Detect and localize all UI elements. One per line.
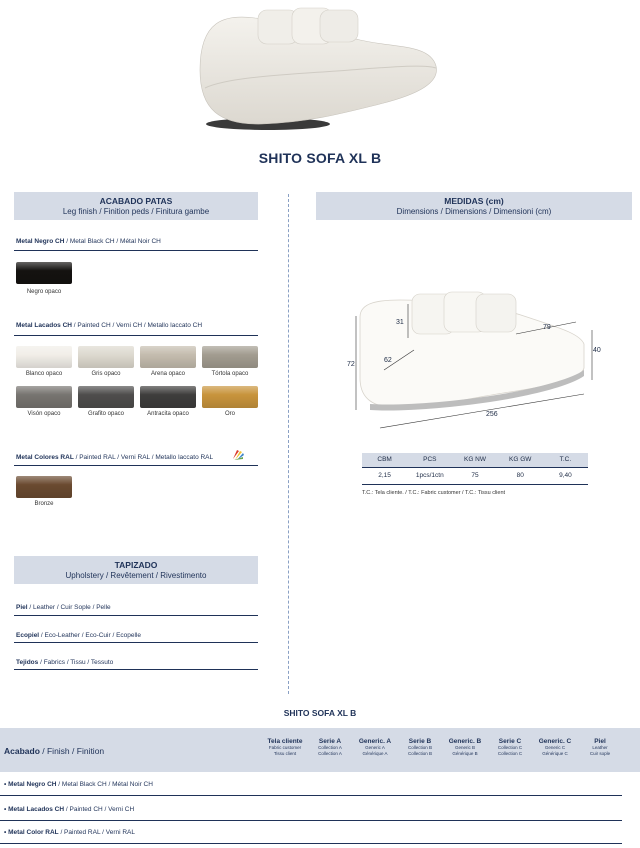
table-cell: 2,15 [378, 472, 391, 479]
swatch-negro-opaco[interactable] [16, 262, 72, 284]
table-cell: 9,40 [559, 472, 572, 479]
table-header-cell: T.C. [559, 456, 572, 463]
price-row: • Metal Negro CH / Metal Black CH / Métal Noir CH [4, 781, 153, 788]
swatch-tortola-opaco[interactable] [202, 346, 258, 368]
product-title: SHITO SOFA XL B [258, 150, 382, 166]
table-header-cell: KG NW [463, 456, 487, 463]
dim-72: 72 [347, 361, 355, 368]
swatch-label: Antracita opaco [147, 411, 189, 417]
swatch-blanco-opaco[interactable] [16, 346, 72, 368]
divider [14, 465, 258, 466]
upholstery-subtitle: Upholstery / Revêtement / Rivestimento [65, 571, 207, 580]
logistics-table [362, 453, 588, 485]
divider [14, 642, 258, 643]
dim-40: 40 [593, 347, 601, 354]
upholstery-header [14, 556, 258, 584]
price-col-serie-a: Serie A Collection A Collection A [318, 738, 342, 756]
price-col-generic-a: Generic. A Generic A Générique A [358, 738, 392, 756]
table-header-cell: CBM [377, 456, 392, 463]
swatch-grafito-opaco[interactable] [78, 386, 134, 408]
table-header-cell: KG GW [509, 456, 532, 463]
table-note: T.C.: Tela cliente. / T.C.: Fabric customer / T.C.: Tissu client [362, 490, 506, 496]
swatch-arena-opaco[interactable] [140, 346, 196, 368]
dim-79: 79 [543, 324, 551, 331]
ral-palette-icon [231, 448, 245, 462]
dimension-drawing [340, 282, 610, 432]
upholstery-item-ecopiel: Ecopiel / Eco-Leather / Eco-Cuir / Ecopelle [16, 632, 142, 639]
divider [0, 843, 622, 844]
price-col-generic-c: Generic. C Generic C Générique C [538, 738, 572, 756]
divider [14, 615, 258, 616]
divider [0, 795, 622, 796]
upholstery-title: TAPIZADO [114, 560, 158, 570]
price-col-piel: Piel Leather Cuir sople [589, 738, 611, 756]
swatch-vison-opaco[interactable] [16, 386, 72, 408]
sofa-illustration [0, 0, 640, 140]
swatch-label: Tórtola opaco [211, 371, 249, 377]
table-row [362, 468, 588, 485]
divider [14, 250, 258, 251]
swatch-label: Oro [224, 411, 235, 417]
measures-title: MEDIDAS (cm) [444, 196, 504, 206]
swatch-antracita-opaco[interactable] [140, 386, 196, 408]
upholstery-item-tejidos: Tejidos / Fabrics / Tissu / Tessuto [16, 659, 114, 666]
swatch-label: Gris opaco [91, 371, 121, 377]
leg-finish-subtitle: Leg finish / Finition peds / Finitura gambe [62, 207, 210, 216]
dim-62: 62 [384, 357, 392, 364]
measures-subtitle: Dimensions / Dimensions / Dimensioni (cm) [396, 207, 552, 216]
table-header-row [362, 453, 588, 468]
measures-header [316, 192, 632, 220]
upholstery-item-piel: Piel / Leather / Cuir Sople / Pelle [16, 604, 111, 611]
price-col-serie-c: Serie C Collection C Collection C [497, 738, 523, 756]
divider [14, 669, 258, 670]
dim-31: 31 [396, 319, 404, 326]
price-row: • Metal Color RAL / Painted RAL / Verni RAL [4, 829, 135, 836]
swatch-oro[interactable] [202, 386, 258, 408]
dim-256: 256 [486, 411, 498, 418]
price-col-serie-b: Serie B Collection B Collection B [407, 738, 432, 756]
price-col-generic-b: Generic. B Generic B Générique B [448, 738, 482, 756]
group-metal-negro: Metal Negro CH / Metal Black CH / Métal Noir CH [16, 238, 161, 245]
table-header-cell: PCS [423, 456, 437, 463]
price-table-title: SHITO SOFA XL B [283, 708, 357, 718]
swatch-label: Visón opaco [27, 411, 61, 417]
swatch-label: Negro opaco [26, 289, 62, 295]
divider [0, 820, 622, 821]
hero-image [0, 0, 640, 140]
price-table-label: Acabado / Finish / Finition [4, 746, 105, 756]
price-row: • Metal Lacados CH / Painted CH / Verni CH [4, 806, 135, 813]
swatch-gris-opaco[interactable] [78, 346, 134, 368]
swatch-label: Arena opaco [150, 371, 186, 377]
group-metal-lacados: Metal Lacados CH / Painted CH / Verni CH / Metallo laccato CH [16, 322, 203, 329]
leg-finish-title: ACABADO PATAS [99, 196, 173, 206]
table-cell: 80 [516, 472, 524, 479]
leg-finish-header [14, 192, 258, 220]
group-metal-colores-ral: Metal Colores RAL / Painted RAL / Verni RAL / Metallo laccato RAL [16, 454, 214, 461]
price-col-tela-cliente: Tela cliente Fabric customer Tissu client [267, 738, 303, 756]
table-cell: 1pcs/1ctn [415, 472, 444, 479]
swatch-bronze[interactable] [16, 476, 72, 498]
table-cell: 75 [471, 472, 479, 479]
swatch-label: Grafito opaco [87, 411, 125, 417]
divider [14, 335, 258, 336]
swatch-label: Blanco opaco [25, 371, 63, 377]
swatch-label: Bronze [34, 501, 54, 507]
column-divider [288, 194, 289, 694]
